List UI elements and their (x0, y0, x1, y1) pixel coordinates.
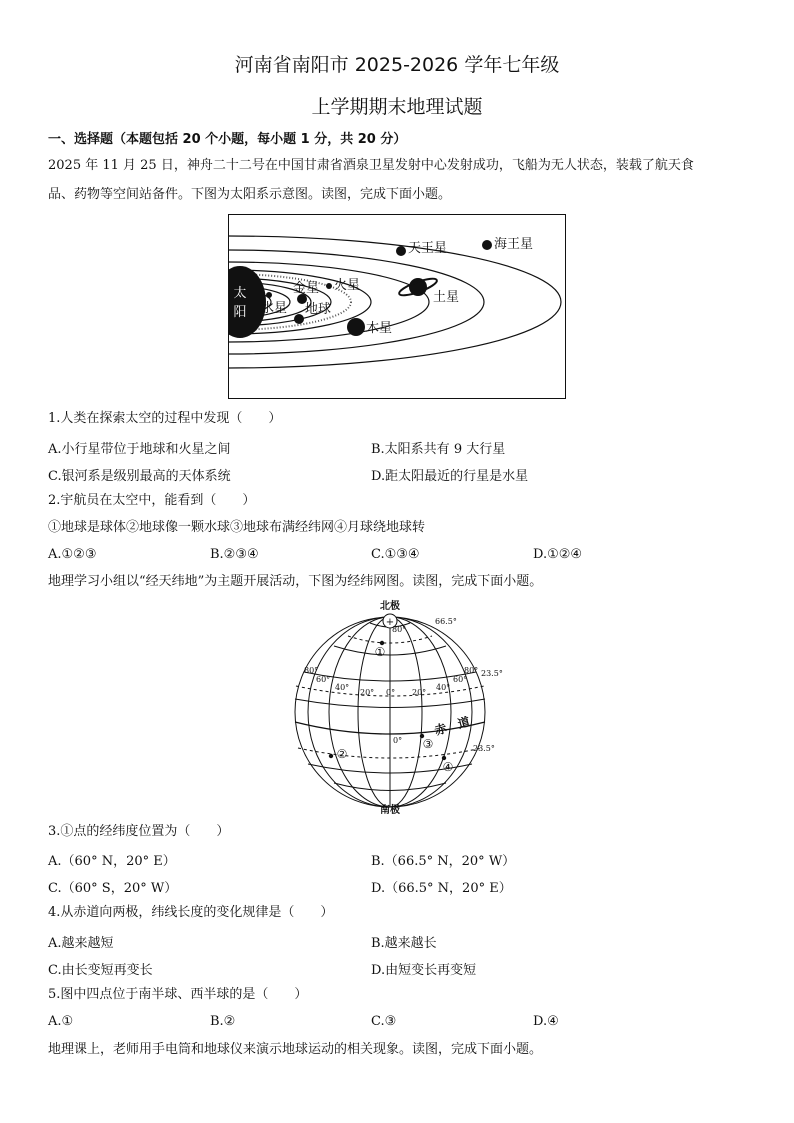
q5-option-b[interactable]: B.② (210, 1014, 236, 1029)
q3-option-c[interactable]: C.（60° S，20° W） (48, 881, 178, 896)
mars-label: 火星 (334, 278, 361, 293)
q2-option-d[interactable]: D.①②④ (533, 547, 583, 562)
point-2-label: ② (336, 747, 348, 761)
q5-option-c[interactable]: C.③ (371, 1014, 397, 1029)
lon-label-w20: 20° (360, 688, 375, 697)
globe-figure (290, 598, 505, 816)
q4-stem: 4.从赤道向两极，纬线长度的变化规律是（ ） (48, 905, 334, 920)
venus-label: 金星 (293, 281, 320, 296)
south-pole-label: 南极 (380, 805, 400, 816)
intro1-line2: 品、药物等空间站备件。下图为太阳系示意图。读图，完成下面小题。 (48, 187, 452, 202)
intro1-line1: 2025 年 11 月 25 日，神舟二十二号在中国甘肃省酒泉卫星发射中心发射成功，飞船为无人状态，装载了航天食 (48, 158, 694, 173)
q1-option-a[interactable]: A.小行星带位于地球和火星之间 (48, 442, 231, 457)
q1-option-b[interactable]: B.太阳系共有 9 大行星 (371, 442, 506, 457)
jupiter-label: 木星 (366, 321, 393, 336)
q4-option-b[interactable]: B.越来越长 (371, 936, 437, 951)
q4-option-c[interactable]: C.由长变短再变长 (48, 963, 153, 978)
neptune-label: 海王星 (494, 237, 534, 252)
lat-235n-label: 23.5° (481, 669, 503, 678)
q3-option-a[interactable]: A.（60° N，20° E） (48, 854, 176, 869)
jupiter (347, 318, 365, 336)
lon-label-e80: 80° (464, 666, 479, 675)
point-3-label: ③ (422, 737, 434, 751)
lon-label-0: 0° (386, 688, 396, 697)
mercury-label: 水星 (261, 301, 288, 316)
north-pole-label: 北极 (380, 601, 400, 612)
equator-zero-label: 0° (393, 736, 403, 745)
uranus-label: 天王星 (408, 241, 448, 256)
lon-label-w60: 60° (316, 675, 331, 684)
q3-stem: 3.①点的经纬度位置为（ ） (48, 824, 230, 839)
q1-option-c[interactable]: C.银河系是级别最高的天体系统 (48, 469, 231, 484)
exam-title-line2: 上学期期末地理试题 (311, 96, 483, 118)
q2-stem: 2.宇航员在太空中，能看到（ ） (48, 493, 256, 508)
point-1-label: ① (374, 645, 386, 659)
intro2: 地理学习小组以“经天纬地”为主题开展活动，下图为经纬网图。读图，完成下面小题。 (48, 574, 543, 589)
q2-option-b[interactable]: B.②③④ (210, 547, 259, 562)
point-2-dot (329, 754, 333, 758)
uranus (396, 246, 406, 256)
exam-title-line1: 河南省南阳市 2025-2026 学年七年级 (234, 54, 560, 76)
solar-system-figure (228, 214, 566, 399)
earth (294, 314, 304, 324)
sun-label-1: 太 (233, 286, 247, 301)
lon-label-e40: 40° (436, 683, 451, 692)
q5-stem: 5.图中四点位于南半球、西半球的是（ ） (48, 987, 308, 1002)
q1-option-d[interactable]: D.距太阳最近的行星是水星 (371, 469, 529, 484)
lat-665-label: 66.5° (435, 617, 457, 626)
point-4-label: ④ (442, 760, 454, 774)
q2-option-a[interactable]: A.①②③ (48, 547, 97, 562)
q4-option-a[interactable]: A.越来越短 (48, 936, 114, 951)
q2-statements: ①地球是球体②地球像一颗水球③地球布满经纬网④月球绕地球转 (48, 520, 426, 535)
north-pole-plus: + (385, 617, 395, 628)
lon-label-w80: 80° (304, 666, 319, 675)
intro3: 地理课上，老师用手电筒和地球仪来演示地球运动的相关现象。读图，完成下面小题。 (48, 1042, 543, 1057)
lat-80-label: 80° (392, 625, 407, 634)
lon-label-w40: 40° (335, 683, 350, 692)
lat-235s-label: 23.5° (473, 744, 495, 753)
q3-option-d[interactable]: D.（66.5° N，20° E） (371, 881, 512, 896)
sun-label-2: 阳 (233, 305, 247, 320)
q3-option-b[interactable]: B.（66.5° N，20° W） (371, 854, 516, 869)
mars (326, 283, 332, 289)
mercury (266, 292, 272, 298)
q2-option-c[interactable]: C.①③④ (371, 547, 420, 562)
equator-label: 赤 道 (432, 714, 472, 738)
neptune (482, 240, 492, 250)
saturn-label: 土星 (433, 290, 460, 305)
q5-option-d[interactable]: D.④ (533, 1014, 559, 1029)
q4-option-d[interactable]: D.由短变长再变短 (371, 963, 477, 978)
q5-option-a[interactable]: A.① (48, 1014, 74, 1029)
lon-label-e20: 20° (412, 688, 427, 697)
lon-label-e60: 60° (453, 675, 468, 684)
earth-label: 地球 (305, 302, 332, 317)
section-header: 一、选择题（本题包括 20 个小题，每小题 1 分，共 20 分） (48, 132, 407, 147)
q1-stem: 1.人类在探索太空的过程中发现（ ） (48, 411, 282, 426)
